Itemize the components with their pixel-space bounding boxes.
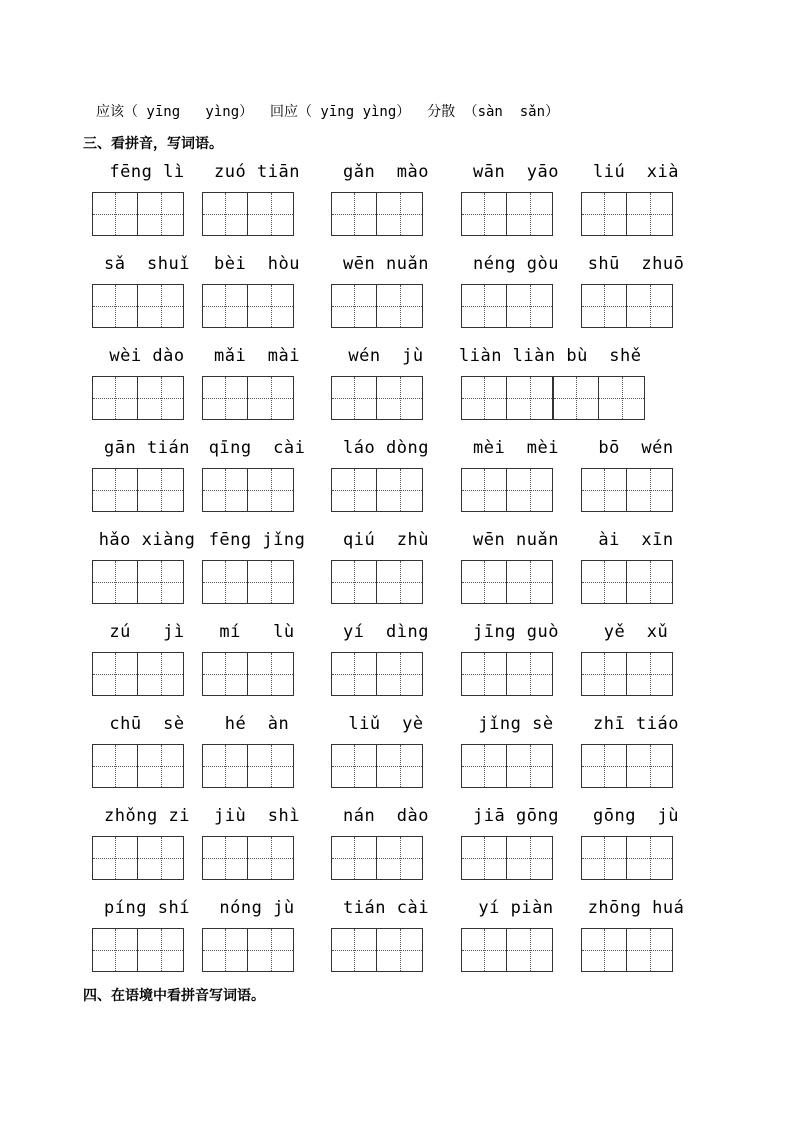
tianzige-cell[interactable]	[93, 377, 138, 419]
pinyin-label: wān yāo	[473, 162, 559, 182]
tianzige-cell[interactable]	[332, 561, 377, 603]
tianzige-cell[interactable]	[203, 285, 248, 327]
tianzige-cell[interactable]	[93, 745, 138, 787]
character-writing-box[interactable]	[581, 836, 673, 880]
tianzige-cell[interactable]	[582, 653, 627, 695]
pinyin-label: yě xǔ	[603, 622, 669, 642]
character-writing-box[interactable]	[331, 560, 423, 604]
tianzige-cell[interactable]	[332, 745, 377, 787]
character-writing-box[interactable]	[331, 376, 423, 420]
character-writing-box[interactable]	[461, 928, 553, 972]
character-writing-box[interactable]	[331, 652, 423, 696]
tianzige-cell[interactable]	[507, 653, 552, 695]
tianzige-cell[interactable]	[93, 193, 138, 235]
tianzige-cell[interactable]	[248, 285, 293, 327]
tianzige-cell[interactable]	[332, 929, 377, 971]
tianzige-cell[interactable]	[138, 469, 183, 511]
tianzige-cell[interactable]	[93, 285, 138, 327]
tianzige-cell[interactable]	[554, 377, 599, 419]
character-writing-box[interactable]	[581, 928, 673, 972]
pinyin-label: gān tián	[104, 438, 190, 458]
tianzige-cell[interactable]	[582, 929, 627, 971]
character-writing-box[interactable]	[92, 836, 184, 880]
tianzige-cell[interactable]	[377, 285, 422, 327]
character-writing-box[interactable]	[92, 284, 184, 328]
character-writing-box[interactable]	[581, 468, 673, 512]
pinyin-label: bèi hòu	[214, 254, 300, 274]
tianzige-cell[interactable]	[582, 745, 627, 787]
pinyin-label: tián cài	[343, 898, 429, 918]
tianzige-cell[interactable]	[138, 193, 183, 235]
pinyin-label: jǐng sè	[478, 714, 554, 734]
pinyin-label: láo dòng	[343, 438, 429, 458]
tianzige-cell[interactable]	[93, 929, 138, 971]
pinyin-label: nán dào	[343, 806, 429, 826]
tianzige-cell[interactable]	[332, 377, 377, 419]
tianzige-cell[interactable]	[248, 377, 293, 419]
character-writing-box[interactable]	[461, 744, 553, 788]
tianzige-cell[interactable]	[582, 469, 627, 511]
tianzige-cell[interactable]	[462, 469, 507, 511]
character-writing-box[interactable]	[553, 376, 645, 420]
pinyin-label: mí lù	[219, 622, 295, 642]
character-writing-box[interactable]	[92, 744, 184, 788]
tianzige-cell[interactable]	[332, 469, 377, 511]
tianzige-cell[interactable]	[248, 837, 293, 879]
tianzige-cell[interactable]	[248, 561, 293, 603]
tianzige-cell[interactable]	[507, 929, 552, 971]
tianzige-cell[interactable]	[203, 929, 248, 971]
tianzige-cell[interactable]	[462, 653, 507, 695]
tianzige-cell[interactable]	[93, 653, 138, 695]
tianzige-cell[interactable]	[377, 929, 422, 971]
tianzige-cell[interactable]	[627, 745, 672, 787]
tianzige-cell[interactable]	[248, 469, 293, 511]
character-writing-box[interactable]	[202, 836, 294, 880]
tianzige-cell[interactable]	[582, 837, 627, 879]
tianzige-cell[interactable]	[582, 561, 627, 603]
pinyin-label: gǎn mào	[343, 162, 429, 182]
tianzige-cell[interactable]	[332, 837, 377, 879]
tianzige-cell[interactable]	[203, 745, 248, 787]
character-writing-box[interactable]	[92, 928, 184, 972]
tianzige-cell[interactable]	[507, 469, 552, 511]
tianzige-cell[interactable]	[332, 193, 377, 235]
tianzige-cell[interactable]	[203, 561, 248, 603]
section-four-title: 四、在语境中看拼音写词语。	[83, 988, 265, 1004]
tianzige-cell[interactable]	[627, 285, 672, 327]
pinyin-label: qiú zhù	[343, 530, 429, 550]
pinyin-label: píng shí	[104, 898, 190, 918]
tianzige-cell[interactable]	[377, 561, 422, 603]
pinyin-label: yí piàn	[478, 898, 554, 918]
tianzige-cell[interactable]	[138, 837, 183, 879]
pinyin-label: wēn nuǎn	[343, 254, 429, 274]
character-writing-box[interactable]	[461, 192, 553, 236]
tianzige-cell[interactable]	[599, 377, 644, 419]
character-writing-box[interactable]	[331, 284, 423, 328]
character-writing-box[interactable]	[461, 284, 553, 328]
character-writing-box[interactable]	[461, 468, 553, 512]
character-writing-box[interactable]	[202, 468, 294, 512]
tianzige-cell[interactable]	[138, 561, 183, 603]
pinyin-label: hé àn	[224, 714, 290, 734]
pinyin-label: sǎ shuǐ	[104, 254, 190, 274]
tianzige-cell[interactable]	[507, 377, 552, 419]
tianzige-cell[interactable]	[138, 285, 183, 327]
character-writing-box[interactable]	[461, 560, 553, 604]
character-writing-box[interactable]	[92, 652, 184, 696]
tianzige-cell[interactable]	[93, 561, 138, 603]
character-writing-box[interactable]	[202, 284, 294, 328]
tianzige-cell[interactable]	[377, 469, 422, 511]
tianzige-cell[interactable]	[93, 837, 138, 879]
tianzige-cell[interactable]	[627, 929, 672, 971]
tianzige-cell[interactable]	[203, 469, 248, 511]
tianzige-cell[interactable]	[332, 653, 377, 695]
tianzige-cell[interactable]	[377, 377, 422, 419]
tianzige-cell[interactable]	[203, 377, 248, 419]
character-writing-box[interactable]	[202, 376, 294, 420]
tianzige-cell[interactable]	[203, 193, 248, 235]
pinyin-label: zuó tiān	[214, 162, 300, 182]
tianzige-cell[interactable]	[582, 285, 627, 327]
character-writing-box[interactable]	[92, 192, 184, 236]
pinyin-label: jiā gōng	[473, 806, 559, 826]
tianzige-cell[interactable]	[462, 745, 507, 787]
pinyin-label: zhōng huá	[587, 898, 685, 918]
pinyin-label: hǎo xiàng	[98, 530, 196, 550]
pinyin-label: fēng lì	[109, 162, 185, 182]
pinyin-label: wén jù	[348, 346, 424, 366]
pinyin-label: jīng guò	[473, 622, 559, 642]
pinyin-label: qīng cài	[208, 438, 306, 458]
character-writing-box[interactable]	[331, 744, 423, 788]
character-writing-box[interactable]	[202, 652, 294, 696]
tianzige-cell[interactable]	[377, 653, 422, 695]
pinyin-label: liàn liàn bù shě	[459, 346, 642, 366]
character-writing-box[interactable]	[581, 560, 673, 604]
pinyin-label: zhī tiáo	[593, 714, 679, 734]
pinyin-label: zú jì	[109, 622, 185, 642]
tianzige-cell[interactable]	[377, 745, 422, 787]
tianzige-cell[interactable]	[332, 285, 377, 327]
tianzige-cell[interactable]	[627, 653, 672, 695]
character-writing-box[interactable]	[581, 284, 673, 328]
character-writing-box[interactable]	[461, 836, 553, 880]
pinyin-label: chū sè	[109, 714, 185, 734]
character-writing-box[interactable]	[202, 192, 294, 236]
tianzige-cell[interactable]	[507, 193, 552, 235]
tianzige-cell[interactable]	[138, 653, 183, 695]
pinyin-label: zhǒng zi	[104, 806, 190, 826]
tianzige-cell[interactable]	[627, 193, 672, 235]
tianzige-cell[interactable]	[248, 653, 293, 695]
tianzige-cell[interactable]	[627, 837, 672, 879]
tianzige-cell[interactable]	[462, 193, 507, 235]
polyphone-line: 应该（ yīng yìng） 回应（ yīng yìng） 分散 （sàn sǎn）	[96, 104, 560, 120]
character-writing-box[interactable]	[331, 192, 423, 236]
tianzige-cell[interactable]	[462, 285, 507, 327]
pinyin-label: shū zhuō	[587, 254, 685, 274]
character-writing-box[interactable]	[331, 836, 423, 880]
tianzige-cell[interactable]	[377, 837, 422, 879]
pinyin-label: nóng jù	[219, 898, 295, 918]
character-writing-box[interactable]	[202, 560, 294, 604]
character-writing-box[interactable]	[202, 744, 294, 788]
pinyin-label: wēn nuǎn	[473, 530, 559, 550]
tianzige-cell[interactable]	[248, 745, 293, 787]
character-writing-box[interactable]	[202, 928, 294, 972]
pinyin-label: fēng jǐng	[208, 530, 306, 550]
section-three-title: 三、看拼音，写词语。	[83, 136, 223, 152]
pinyin-label: bō wén	[598, 438, 674, 458]
tianzige-cell[interactable]	[507, 285, 552, 327]
character-writing-box[interactable]	[581, 192, 673, 236]
pinyin-label: jiù shì	[214, 806, 300, 826]
tianzige-cell[interactable]	[203, 837, 248, 879]
tianzige-cell[interactable]	[462, 929, 507, 971]
character-writing-box[interactable]	[331, 468, 423, 512]
tianzige-cell[interactable]	[377, 193, 422, 235]
pinyin-label: gōng jù	[593, 806, 679, 826]
tianzige-cell[interactable]	[627, 561, 672, 603]
tianzige-cell[interactable]	[138, 745, 183, 787]
tianzige-cell[interactable]	[93, 469, 138, 511]
character-writing-box[interactable]	[581, 744, 673, 788]
character-writing-box[interactable]	[92, 376, 184, 420]
tianzige-cell[interactable]	[138, 377, 183, 419]
tianzige-cell[interactable]	[507, 561, 552, 603]
tianzige-cell[interactable]	[507, 745, 552, 787]
pinyin-label: mǎi mài	[214, 346, 300, 366]
tianzige-cell[interactable]	[462, 837, 507, 879]
pinyin-label: wèi dào	[109, 346, 185, 366]
character-writing-box[interactable]	[92, 468, 184, 512]
character-writing-box[interactable]	[461, 652, 553, 696]
tianzige-cell[interactable]	[248, 929, 293, 971]
tianzige-cell[interactable]	[507, 837, 552, 879]
character-writing-box[interactable]	[92, 560, 184, 604]
pinyin-label: liǔ yè	[348, 714, 424, 734]
pinyin-label: mèi mèi	[473, 438, 559, 458]
pinyin-label: néng gòu	[473, 254, 559, 274]
character-writing-box[interactable]	[461, 376, 553, 420]
tianzige-cell[interactable]	[248, 193, 293, 235]
tianzige-cell[interactable]	[462, 561, 507, 603]
character-writing-box[interactable]	[331, 928, 423, 972]
pinyin-label: ài xīn	[598, 530, 674, 550]
tianzige-cell[interactable]	[582, 193, 627, 235]
tianzige-cell[interactable]	[627, 469, 672, 511]
tianzige-cell[interactable]	[203, 653, 248, 695]
tianzige-cell[interactable]	[138, 929, 183, 971]
pinyin-label: yí dìng	[343, 622, 429, 642]
tianzige-cell[interactable]	[462, 377, 507, 419]
pinyin-label: liú xià	[593, 162, 679, 182]
character-writing-box[interactable]	[581, 652, 673, 696]
